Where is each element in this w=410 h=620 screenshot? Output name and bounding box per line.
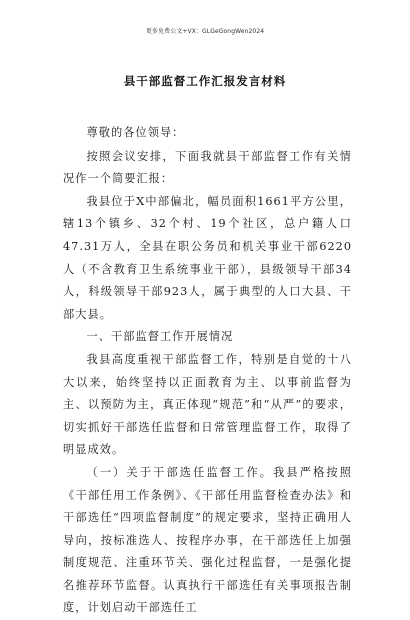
salutation: 尊敬的各位领导：	[86, 126, 185, 139]
paragraph: 我县高度重视干部监督工作，特别是自觉的十八大以来，始终坚持以正面教育为主、以事前监督为主、以预防为主，真正体现“规范”和“从严”的要求，切实抓好干部选任监督和日常管理监督工作，取得了明显成效。	[63, 352, 352, 457]
paragraph: （一）关于干部选任监督工作。我县严格按照《干部任用工作条例》、《干部任用监督检查办法》和干部选任“四项监督制度”的规定要求，坚持正确用人导向，按标准选人、按程序办事，在干部选任上加强制度规范、注重环节关、强化过程监督，一是强化提名推荐环节监督。认真执行干部选任有关事项报告制度，计划启动干部选任工	[63, 465, 352, 615]
section-heading: 一、干部监督工作开展情况	[86, 330, 234, 344]
paragraph: 我县位于X中部偏北，幅员面积1661平方公里，辖13个镇乡、32个村、19个社区，总户籍人口47.31万人，全县在职公务员和机关事业干部6220人（不含教育卫生系统事业干部），县级领导干部34人，科级领导干部923人，属于典型的人口大县、干部大县。	[63, 194, 352, 321]
paragraph: 按照会议安排，下面我就县干部监督工作有关情况作一个简要汇报：	[63, 149, 352, 186]
header-note: 更多免费公文+VX：GLGeGongWen2024	[145, 28, 265, 35]
document-title: 县干部监督工作汇报发言材料	[123, 74, 287, 88]
document-body	[63, 122, 352, 620]
